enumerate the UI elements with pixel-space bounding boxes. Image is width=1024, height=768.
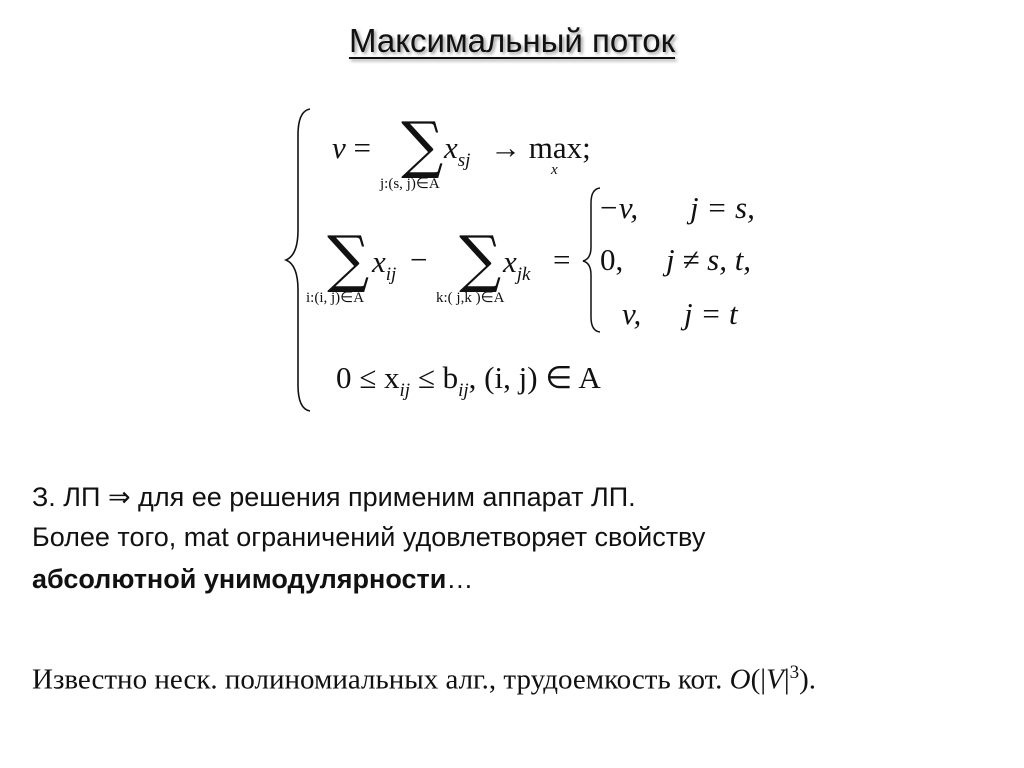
bold-term: абсолютной унимодулярности [32, 564, 447, 594]
row2-sum1-limit: i:(i, j)∈A [306, 290, 365, 306]
case-value-3: v, [622, 296, 642, 331]
case-cond-2: j ≠ s, t, [666, 242, 752, 277]
sum-sign-icon: ∑ [401, 108, 444, 181]
row1-max: → max; [490, 130, 591, 165]
row2-equals: = [553, 242, 571, 277]
row3-constraint: $0 \le x_{ij} \le b_{ij}$, (i, j) ∈ A [336, 360, 601, 401]
case-cond-3: j = t [684, 296, 738, 331]
left-brace-icon [280, 105, 320, 415]
row1-max-sub: x [551, 162, 558, 178]
body-line-1: З. ЛП ⇒ для ее решения применим аппарат ЛП. [32, 482, 636, 512]
row2-term1: $x_{ij}$ [372, 244, 397, 285]
row2-minus: − [410, 242, 428, 277]
case-value-1: −v, [598, 190, 639, 225]
case-cond-1: j = s, [690, 190, 755, 225]
body-line-2: Более того, mat ограничений удовлетворяет свойству [32, 522, 706, 552]
sum-sign-icon: ∑ [459, 222, 502, 295]
slide-title [0, 22, 1024, 60]
body-line-4: Известно неск. полиномиальных алг., трудоемкость кот. $O(|V|^3)$. [32, 662, 817, 696]
row2-sum2-limit: k:( j,k )∈A [436, 290, 505, 306]
row1-lhs: v = [332, 130, 371, 165]
body-line-3: абсолютной унимодулярности… [32, 564, 474, 594]
row1-term: $x_{sj}$ [444, 130, 471, 171]
case-value-2: 0, [600, 242, 624, 277]
row1-sum-limit: j:(s, j)∈A [380, 176, 440, 192]
row2-term2: $x_{jk}$ [503, 244, 531, 285]
sum-sign-icon: ∑ [327, 222, 370, 295]
slide-title-text: Максимальный поток [348, 22, 676, 59]
